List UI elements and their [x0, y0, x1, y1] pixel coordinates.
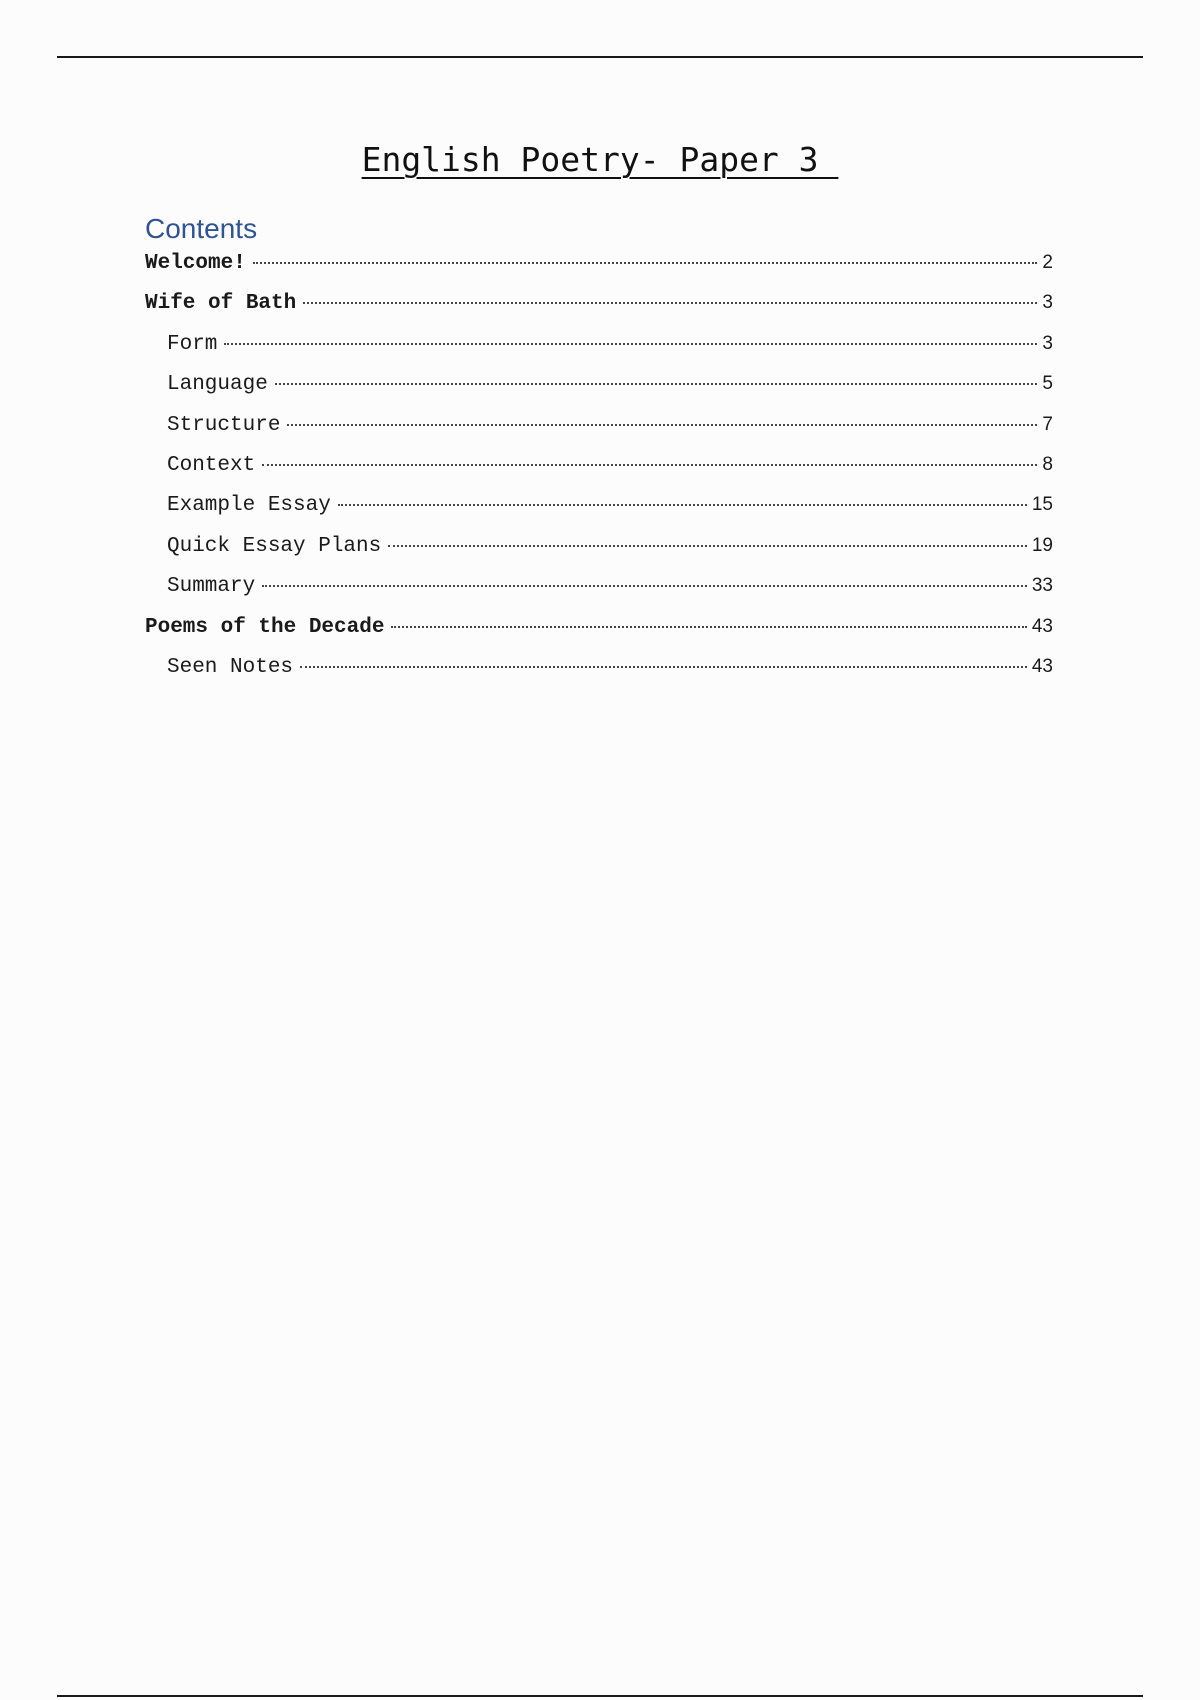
document-title-text: English Poetry- Paper 3 [361, 140, 839, 179]
toc-entry-page: 3 [1042, 292, 1053, 314]
toc-entry-poems-of-the-decade[interactable] [145, 616, 1053, 656]
toc-dot-leader [262, 464, 1037, 466]
toc-entry-label: Context [167, 453, 256, 477]
toc-entry-label: Welcome! [145, 252, 246, 275]
toc-entry-wife-of-bath[interactable] [145, 292, 1053, 332]
toc-entry-page: 19 [1031, 534, 1053, 556]
toc-entry-label: Poems of the Decade [145, 615, 385, 639]
toc-entry-label: Summary [167, 575, 256, 599]
toc-entry-label: Language [167, 373, 268, 397]
toc-entry-page: 2 [1042, 252, 1053, 273]
toc-entry-context[interactable] [145, 454, 1053, 494]
toc-entry-form[interactable] [145, 333, 1053, 373]
toc-entry-quick-essay-plans[interactable] [145, 535, 1053, 575]
toc-entry-page: 7 [1042, 413, 1053, 435]
toc-dot-leader [300, 666, 1027, 668]
toc-entry-label: Quick Essay Plans [167, 534, 382, 558]
toc-entry-page: 8 [1042, 453, 1053, 475]
toc-dot-leader [262, 585, 1027, 587]
toc-entry-page: 15 [1031, 494, 1053, 516]
toc-dot-leader [253, 262, 1038, 264]
footer-rule [57, 1695, 1143, 1697]
toc-dot-leader [224, 343, 1037, 345]
toc-dot-leader [388, 545, 1027, 547]
toc-entry-label: Form [167, 332, 218, 356]
header-rule [57, 56, 1143, 58]
toc-dot-leader [303, 302, 1037, 304]
toc-entry-seen-notes[interactable] [145, 656, 1053, 696]
toc-entry-structure[interactable] [145, 414, 1053, 454]
toc-entry-label: Example Essay [167, 494, 331, 518]
toc-entry-page: 33 [1031, 575, 1053, 597]
toc-dot-leader [338, 504, 1027, 506]
toc-entry-language[interactable] [145, 373, 1053, 413]
toc-entry-label: Wife of Bath [145, 292, 297, 316]
toc-entry-welcome[interactable] [145, 252, 1053, 292]
toc-dot-leader [287, 424, 1037, 426]
toc-entry-example-essay[interactable] [145, 494, 1053, 534]
table-of-contents [145, 252, 1053, 696]
toc-dot-leader [391, 626, 1026, 628]
toc-entry-summary[interactable] [145, 575, 1053, 615]
toc-entry-page: 43 [1031, 615, 1053, 637]
document-title [0, 140, 1200, 180]
toc-entry-page: 5 [1042, 373, 1053, 395]
toc-entry-page: 3 [1042, 332, 1053, 354]
toc-dot-leader [275, 383, 1038, 385]
toc-entry-label: Seen Notes [167, 655, 294, 679]
toc-entry-page: 43 [1031, 655, 1053, 677]
toc-entry-label: Structure [167, 413, 281, 437]
toc-heading: Contents [145, 213, 258, 244]
